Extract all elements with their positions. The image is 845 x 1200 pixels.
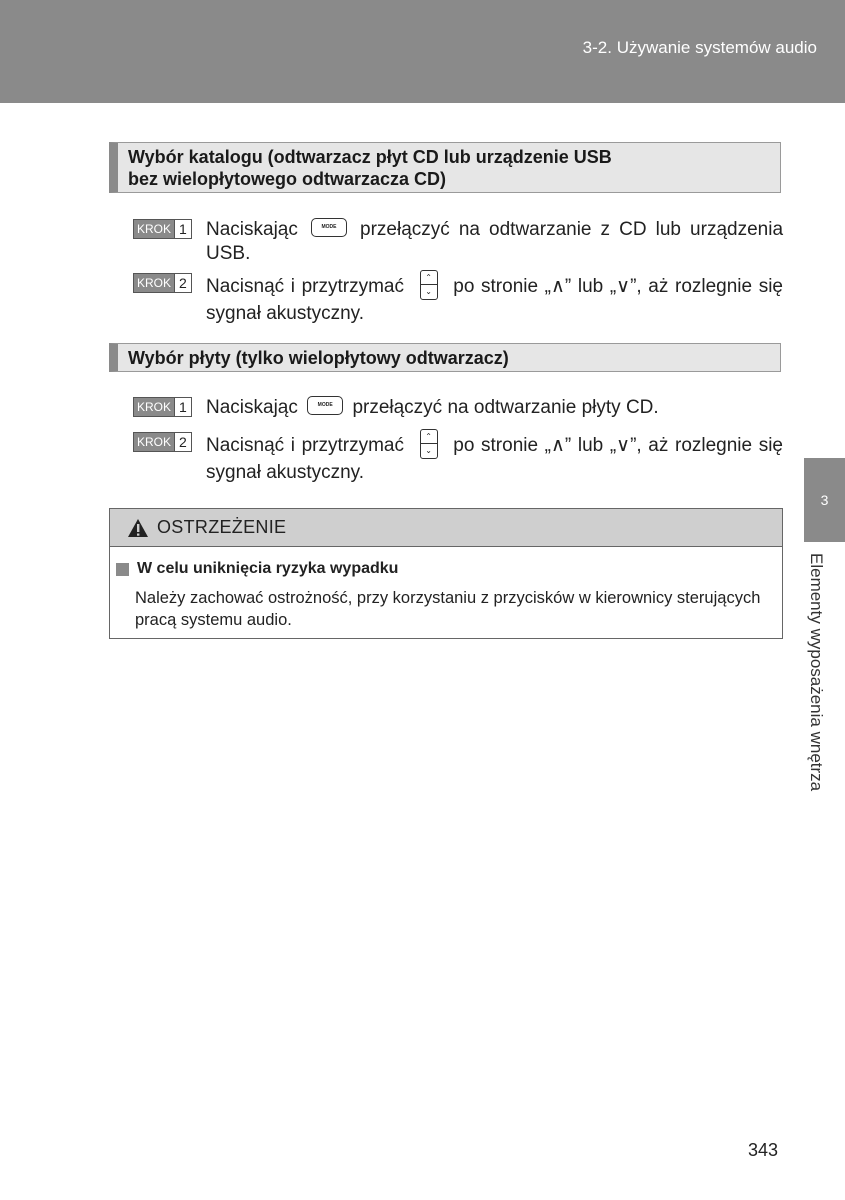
page-number: 343 (748, 1140, 779, 1160)
step-badge (133, 432, 192, 452)
step-badge-number: 2 (174, 274, 191, 292)
step-text-after: po stronie „∧” lub „∨”, aż rozlegnie się sygnał akustyczny. (206, 276, 783, 324)
step-badge (133, 219, 192, 239)
step-text-after: przełączyć na odtwarzanie płyty CD. (352, 397, 659, 418)
up-down-button-icon: ⌃ ⌄ (420, 270, 438, 300)
header-title: 3-2. Używanie systemów audio (582, 38, 817, 57)
page-header (0, 0, 845, 103)
chapter-label: Elementy wyposażenia wnętrza (807, 553, 826, 792)
step-text-before: Nacisnąć i przytrzymać (206, 435, 405, 457)
chapter-tab: 3 (804, 458, 845, 542)
warning-subtitle-text: W celu uniknięcia ryzyka wypadku (137, 560, 399, 577)
step-badge (133, 397, 192, 417)
warning-box (109, 508, 783, 639)
step-text-after: przełączyć na odtwarzanie z CD lub urządzenia USB. (206, 219, 784, 264)
step-badge-label: KROK (134, 274, 174, 292)
warning-body: Należy zachować ostrożność, przy korzystaniu z przycisków w kierownicy sterujących pracą systemu audio. (135, 589, 761, 629)
section-heading-disc (109, 343, 781, 372)
step-2 (133, 272, 783, 326)
mode-button-icon: MODE (307, 396, 343, 415)
up-down-button-icon: ⌃ ⌄ (420, 429, 438, 459)
step-1 (133, 396, 783, 420)
step-badge-label: KROK (134, 220, 174, 238)
step-text-before: Nacisnąć i przytrzymać (206, 276, 405, 298)
step-2 (133, 431, 783, 485)
step-badge-number: 1 (174, 398, 191, 416)
warning-header (110, 509, 782, 547)
step-1 (133, 218, 783, 266)
step-badge-number: 2 (174, 433, 191, 451)
section-heading-line1: Wybór katalogu (odtwarzacz płyt CD lub urządzenie USB (128, 147, 612, 167)
step-badge (133, 273, 192, 293)
step-text-after: po stronie „∧” lub „∨”, aż rozlegnie się sygnał akustyczny. (206, 435, 783, 483)
warning-title: OSTRZEŻENIE (157, 517, 287, 537)
section-heading-line2: bez wielopłytowego odtwarzacza CD) (128, 169, 447, 189)
section-heading-directory (109, 142, 781, 193)
step-badge-label: KROK (134, 433, 174, 451)
step-text-before: Naciskając (206, 397, 298, 418)
mode-button-icon: MODE (311, 218, 347, 237)
step-badge-label: KROK (134, 398, 174, 416)
section-heading-title: Wybór płyty (tylko wielopłytowy odtwarzacz) (128, 348, 509, 368)
warning-triangle-icon (127, 518, 149, 538)
step-badge-number: 1 (174, 220, 191, 238)
step-text-before: Naciskając (206, 219, 298, 240)
warning-subtitle (116, 560, 398, 578)
square-bullet-icon (116, 563, 129, 576)
